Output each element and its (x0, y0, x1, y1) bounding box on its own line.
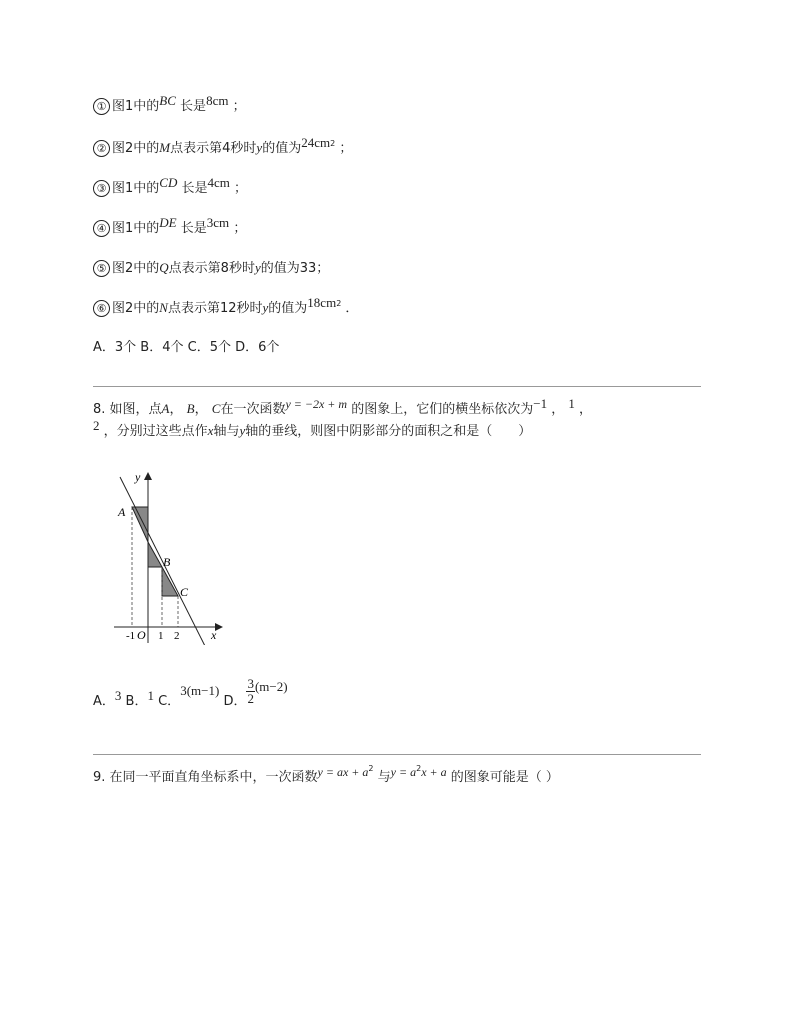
y-axis-label: y (135, 470, 141, 484)
point-c-label: C (180, 585, 189, 599)
statement-number: ③ (93, 180, 110, 197)
statement-1: ① 图1中的BC 长是8cm ； (93, 96, 246, 117)
point-b-label: B (163, 555, 171, 569)
statement-number: ② (93, 140, 110, 157)
tick-2: 2 (174, 630, 180, 642)
statement-number: ⑤ (93, 260, 110, 277)
statement-number: ⑥ (93, 300, 110, 317)
tick-neg1: -1 (126, 630, 136, 642)
x-axis-label: x (211, 628, 217, 642)
statement-2: ② 图2中的M点表示第4秒时y的值为$24cm^2$ ； (93, 138, 352, 160)
statement-6: ⑥ 图2中的N点表示第12秒时y的值为$18cm^2$ ． (93, 298, 358, 320)
q9-text: 9. 在同一平面直角坐标系中，一次函数y = ax + $a^2$ 与$y = a^2x + a$ 的图象可能是（ ） (93, 764, 559, 785)
statement-3: ③ 图1中的CD 长是4cm ； (93, 178, 247, 199)
statement-number: ④ (93, 220, 110, 237)
point-a-label: A (118, 505, 126, 519)
tick-1: 1 (158, 630, 164, 642)
origin-label: O (137, 628, 146, 642)
q8-options: A．3 B．1 C．3(m−1) D． $\frac{3}{2}$ (m−2) (93, 676, 288, 709)
statement-4: ④ 图1中的DE 长是3cm ； (93, 218, 246, 239)
shaded-triangle-c (162, 567, 178, 596)
fraction-3-2: $\frac{3}{2}$ (247, 676, 254, 706)
q8-text-line2: 2 ，分别过这些点作x轴与y轴的垂线，则图中阴影部分的面积之和是（ ） (93, 418, 532, 439)
divider (93, 386, 701, 387)
divider (93, 754, 701, 755)
statement-number: ① (93, 98, 110, 115)
q7-options: A．3个 B．4个 C．5个 D．6个 (93, 340, 280, 355)
shaded-triangle-a (132, 507, 148, 542)
q8-figure (108, 465, 228, 645)
q8-text-line1: 8. 如图，点A， B， C在一次函数y = −2x + m 的图象上，它们的横坐标依次为−1 ， 1 ， (93, 396, 593, 417)
statement-5: ⑤ 图2中的Q点表示第8秒时y的值为33； (93, 258, 329, 279)
